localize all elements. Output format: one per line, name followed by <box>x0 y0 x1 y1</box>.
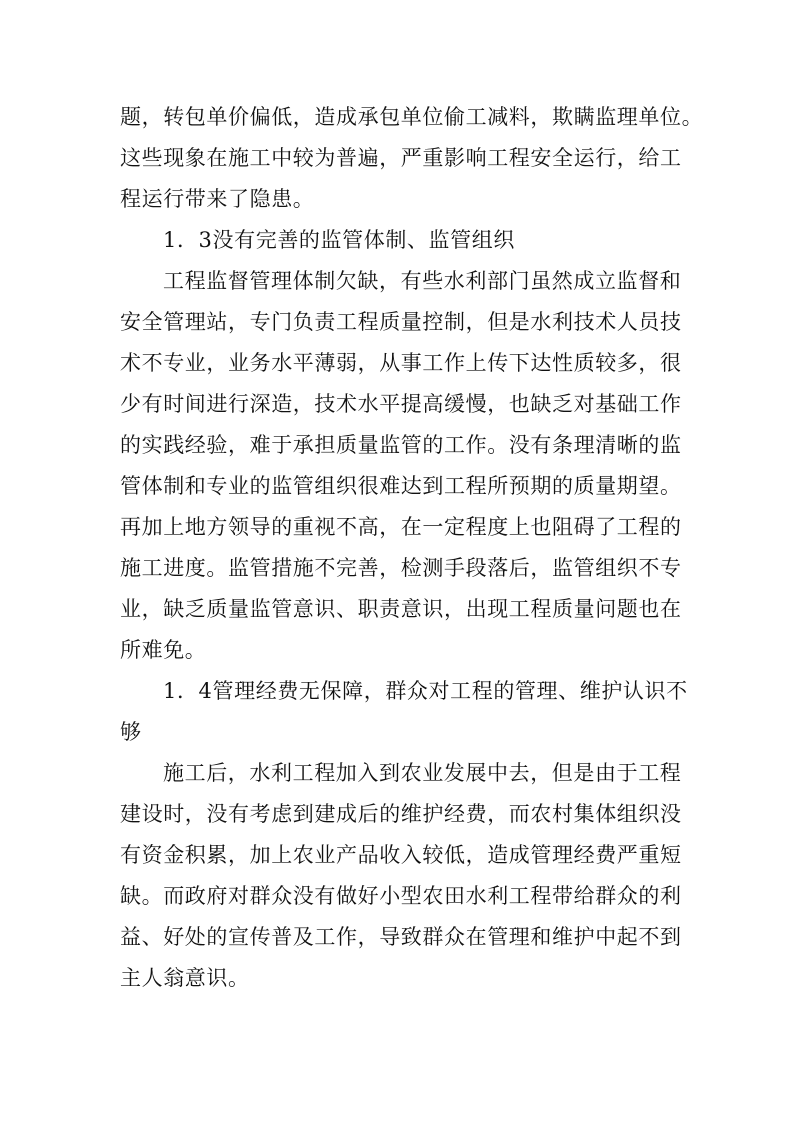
paragraph-line: 所难免。 <box>120 638 207 662</box>
paragraph-line: 业，缺乏质量监管意识、职责意识，出现工程质量问题也在 <box>120 597 682 621</box>
paragraph-line: 建设时，没有考虑到建成后的维护经费，而农村集体组织没 <box>120 802 682 826</box>
paragraph-line: 的实践经验，难于承担质量监管的工作。没有条理清晰的监 <box>120 433 682 457</box>
paragraph-line: 程运行带来了隐患。 <box>120 187 315 211</box>
paragraph-line: 工程监督管理体制欠缺，有些水利部门虽然成立监督和 <box>163 269 682 293</box>
paragraph-line: 术不专业，业务水平薄弱，从事工作上传下达性质较多，很 <box>120 351 682 375</box>
paragraph-line: 有资金积累，加上农业产品收入较低，造成管理经费严重短 <box>120 843 682 867</box>
paragraph-line: 施工进度。监管措施不完善，检测手段落后，监管组织不专 <box>120 556 682 580</box>
section-heading-1-4: 1．4管理经费无保障，群众对工程的管理、维护认识不 <box>163 679 688 703</box>
section-heading-1-4-cont: 够 <box>120 720 142 744</box>
paragraph-line: 益、好处的宣传普及工作，导致群众在管理和维护中起不到 <box>120 925 682 949</box>
paragraph-line: 题，转包单价偏低，造成承包单位偷工减料，欺瞒监理单位。 <box>120 105 704 129</box>
paragraph-line: 安全管理站，专门负责工程质量控制，但是水利技术人员技 <box>120 310 682 334</box>
paragraph-line: 施工后，水利工程加入到农业发展中去，但是由于工程 <box>163 761 682 785</box>
paragraph-line: 这些现象在施工中较为普遍，严重影响工程安全运行，给工 <box>120 146 682 170</box>
paragraph-line: 缺。而政府对群众没有做好小型农田水利工程带给群众的利 <box>120 884 682 908</box>
paragraph-line: 再加上地方领导的重视不高，在一定程度上也阻碍了工程的 <box>120 515 682 539</box>
paragraph-line: 少有时间进行深造，技术水平提高缓慢，也缺乏对基础工作 <box>120 392 682 416</box>
section-heading-1-3: 1．3没有完善的监管体制、监管组织 <box>163 228 515 252</box>
paragraph-line: 管体制和专业的监管组织很难达到工程所预期的质量期望。 <box>120 474 682 498</box>
paragraph-line: 主人翁意识。 <box>120 966 250 990</box>
